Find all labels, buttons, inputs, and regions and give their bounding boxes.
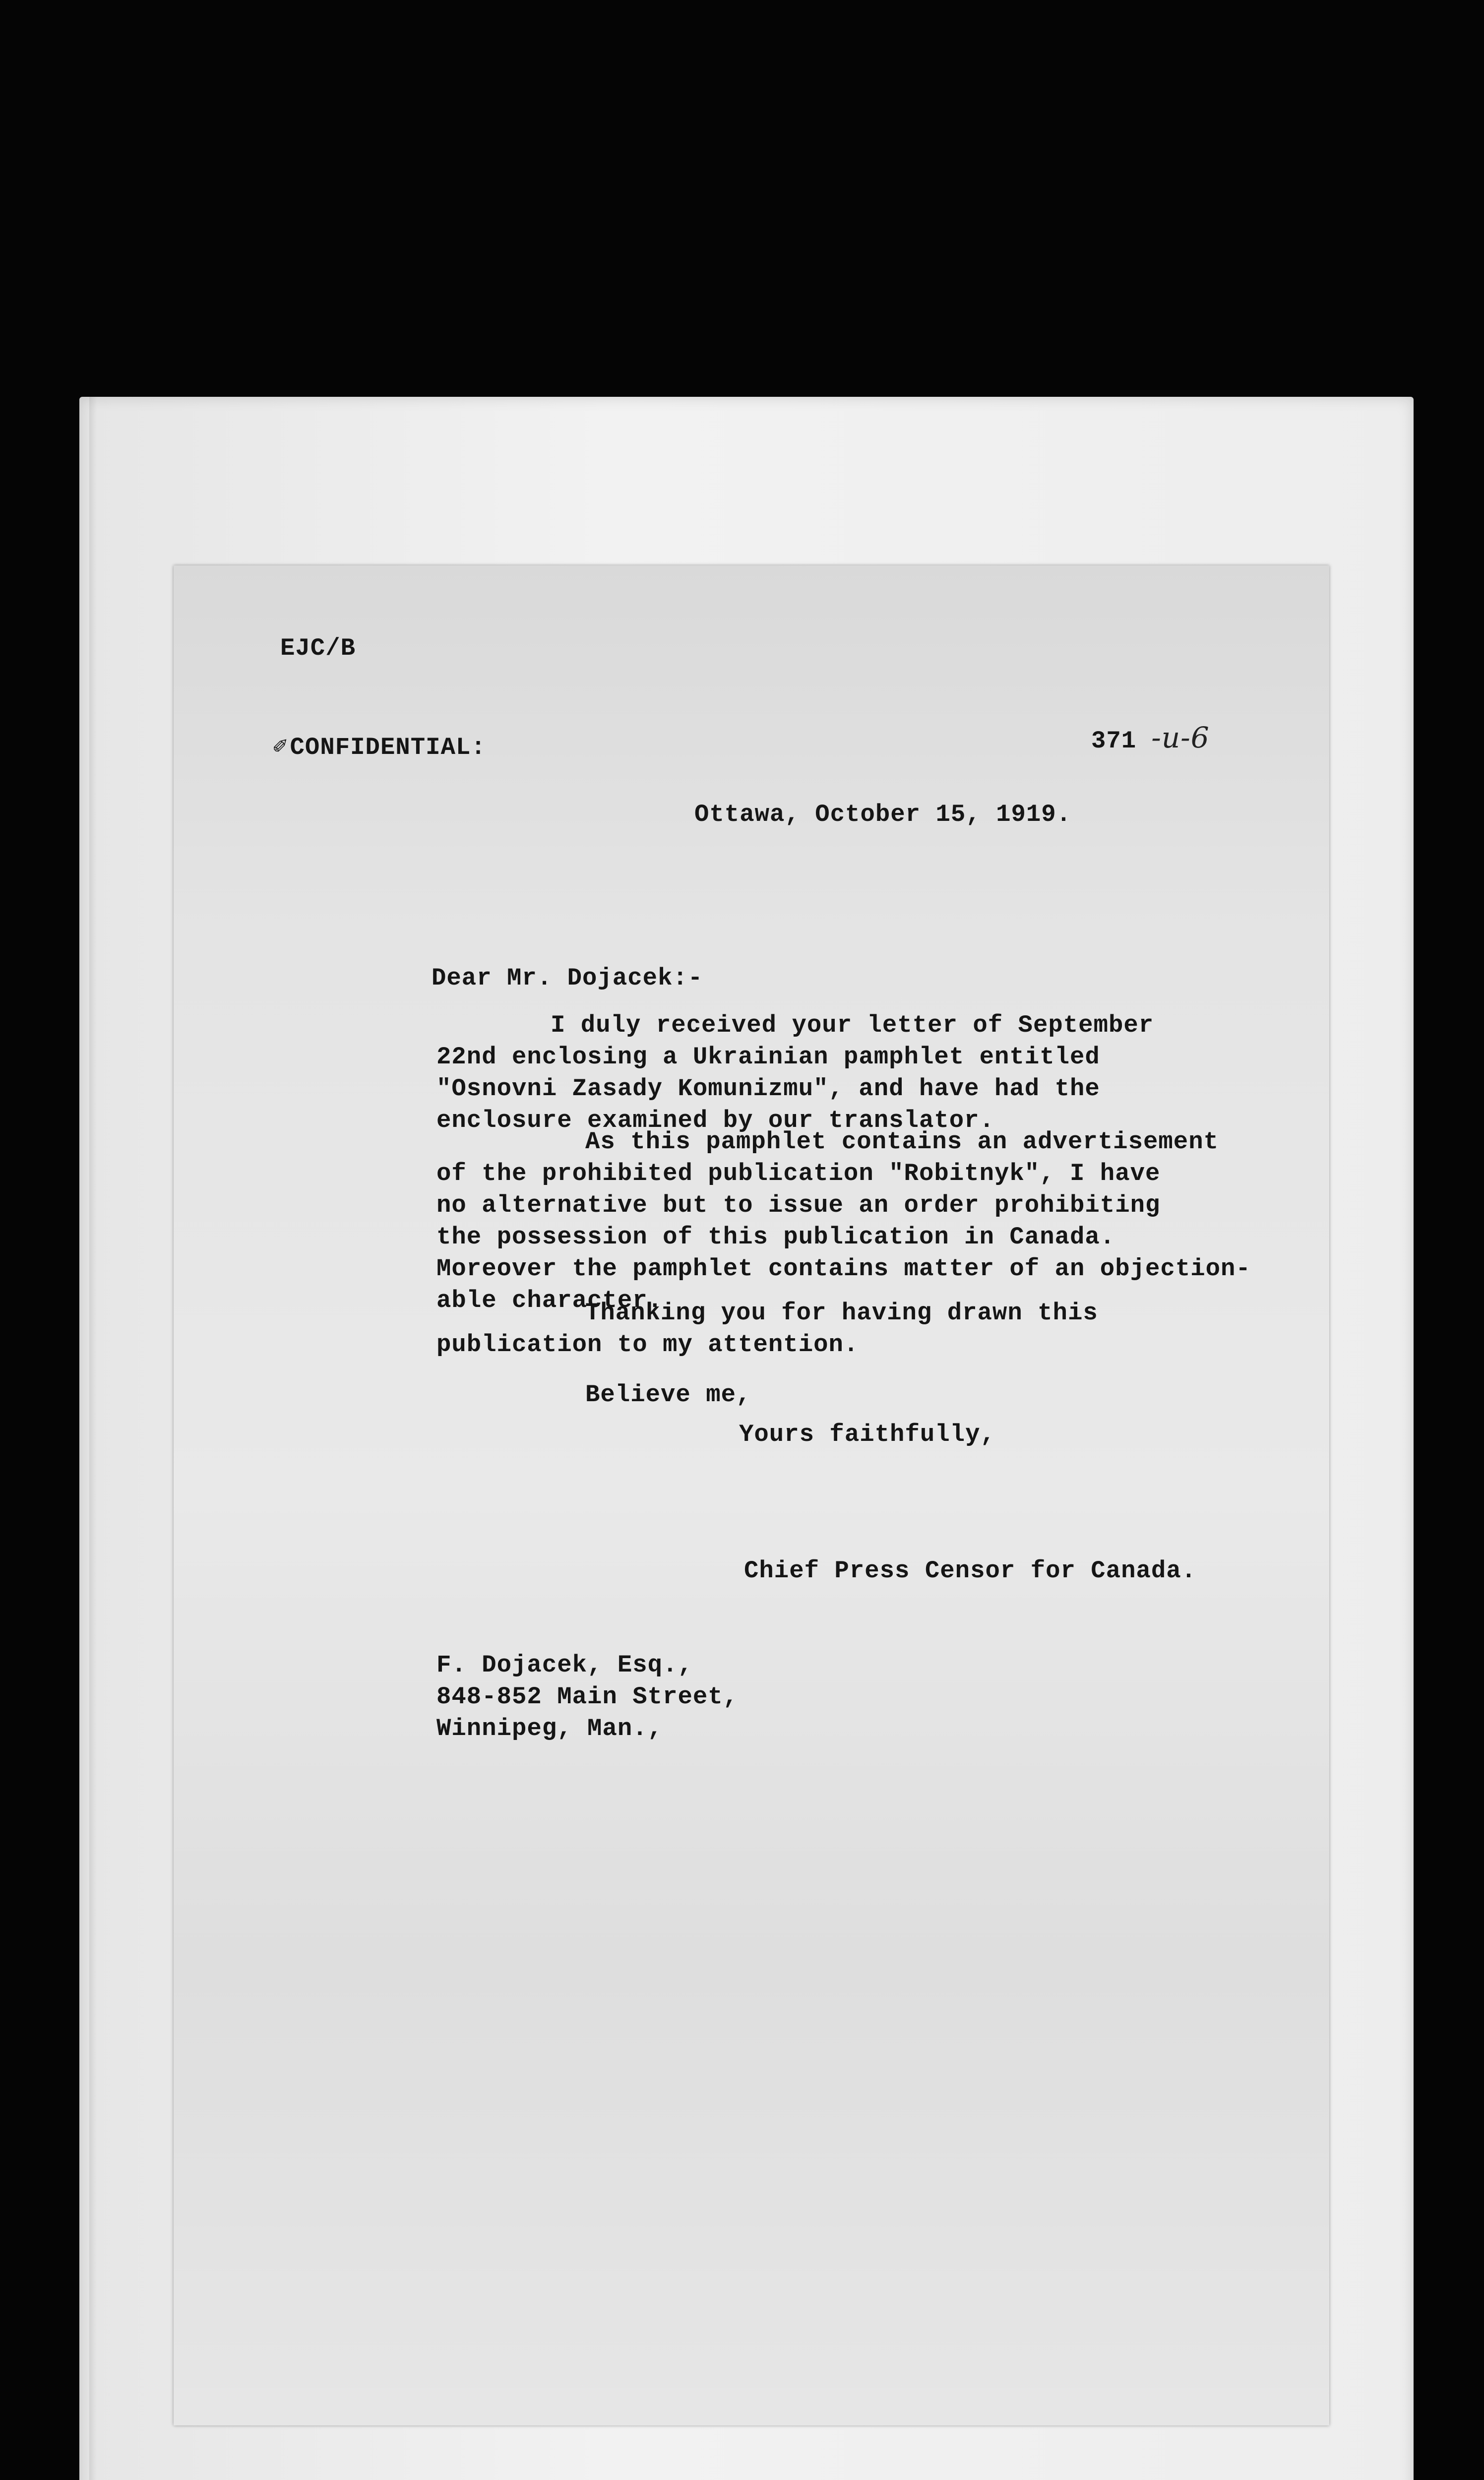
file-number-typed: 371 xyxy=(1091,727,1137,755)
classification-text: CONFIDENTIAL: xyxy=(290,734,486,761)
recipient-address xyxy=(436,1649,738,1744)
address-line: Winnipeg, Man., xyxy=(436,1715,663,1742)
classification-line xyxy=(273,732,486,763)
paragraph-2-line: As this pamphlet contains an advertisement xyxy=(585,1128,1219,1156)
paragraph-1-line: enclosure examined by our translator. xyxy=(436,1107,994,1134)
paragraph-3 xyxy=(436,1297,1098,1361)
file-number-handwritten: -u-6 xyxy=(1151,721,1210,754)
letter-date: Ottawa, October 15, 1919. xyxy=(694,801,1072,828)
paragraph-1-line: "Osnovni Zasady Komunizmu", and have had the xyxy=(436,1075,1100,1103)
paragraph-2-line: no alternative but to issue an order prohibiting xyxy=(436,1191,1161,1219)
pin-mark-icon: ✐ xyxy=(273,734,288,761)
paragraph-2-line: the possession of this publication in Canada. xyxy=(436,1223,1115,1251)
paragraph-1 xyxy=(436,1009,1154,1136)
closing: Yours faithfully, xyxy=(739,1421,995,1448)
paragraph-2-line: of the prohibited publication "Robitnyk", I have xyxy=(436,1160,1161,1187)
paragraph-3-line: Thanking you for having drawn this xyxy=(585,1299,1098,1327)
paragraph-3-line: publication to my attention. xyxy=(436,1331,859,1359)
address-line: 848-852 Main Street, xyxy=(436,1683,739,1711)
paragraph-1-line: I duly received your letter of September xyxy=(551,1011,1154,1039)
letter-page xyxy=(174,565,1329,2425)
salutation: Dear Mr. Dojacek:- xyxy=(432,964,703,992)
address-line: F. Dojacek, Esq., xyxy=(436,1651,693,1679)
paragraph-1-line: 22nd enclosing a Ukrainian pamphlet entitled xyxy=(436,1043,1100,1071)
paragraph-2-line: able character. xyxy=(436,1287,663,1314)
paragraph-2-line: Moreover the pamphlet contains matter of an objection- xyxy=(436,1255,1251,1283)
file-number xyxy=(1091,722,1210,757)
reference-initials: EJC/B xyxy=(280,634,356,662)
signature-title: Chief Press Censor for Canada. xyxy=(744,1557,1197,1585)
believe-me: Believe me, xyxy=(585,1381,751,1409)
paragraph-2 xyxy=(436,1126,1251,1316)
